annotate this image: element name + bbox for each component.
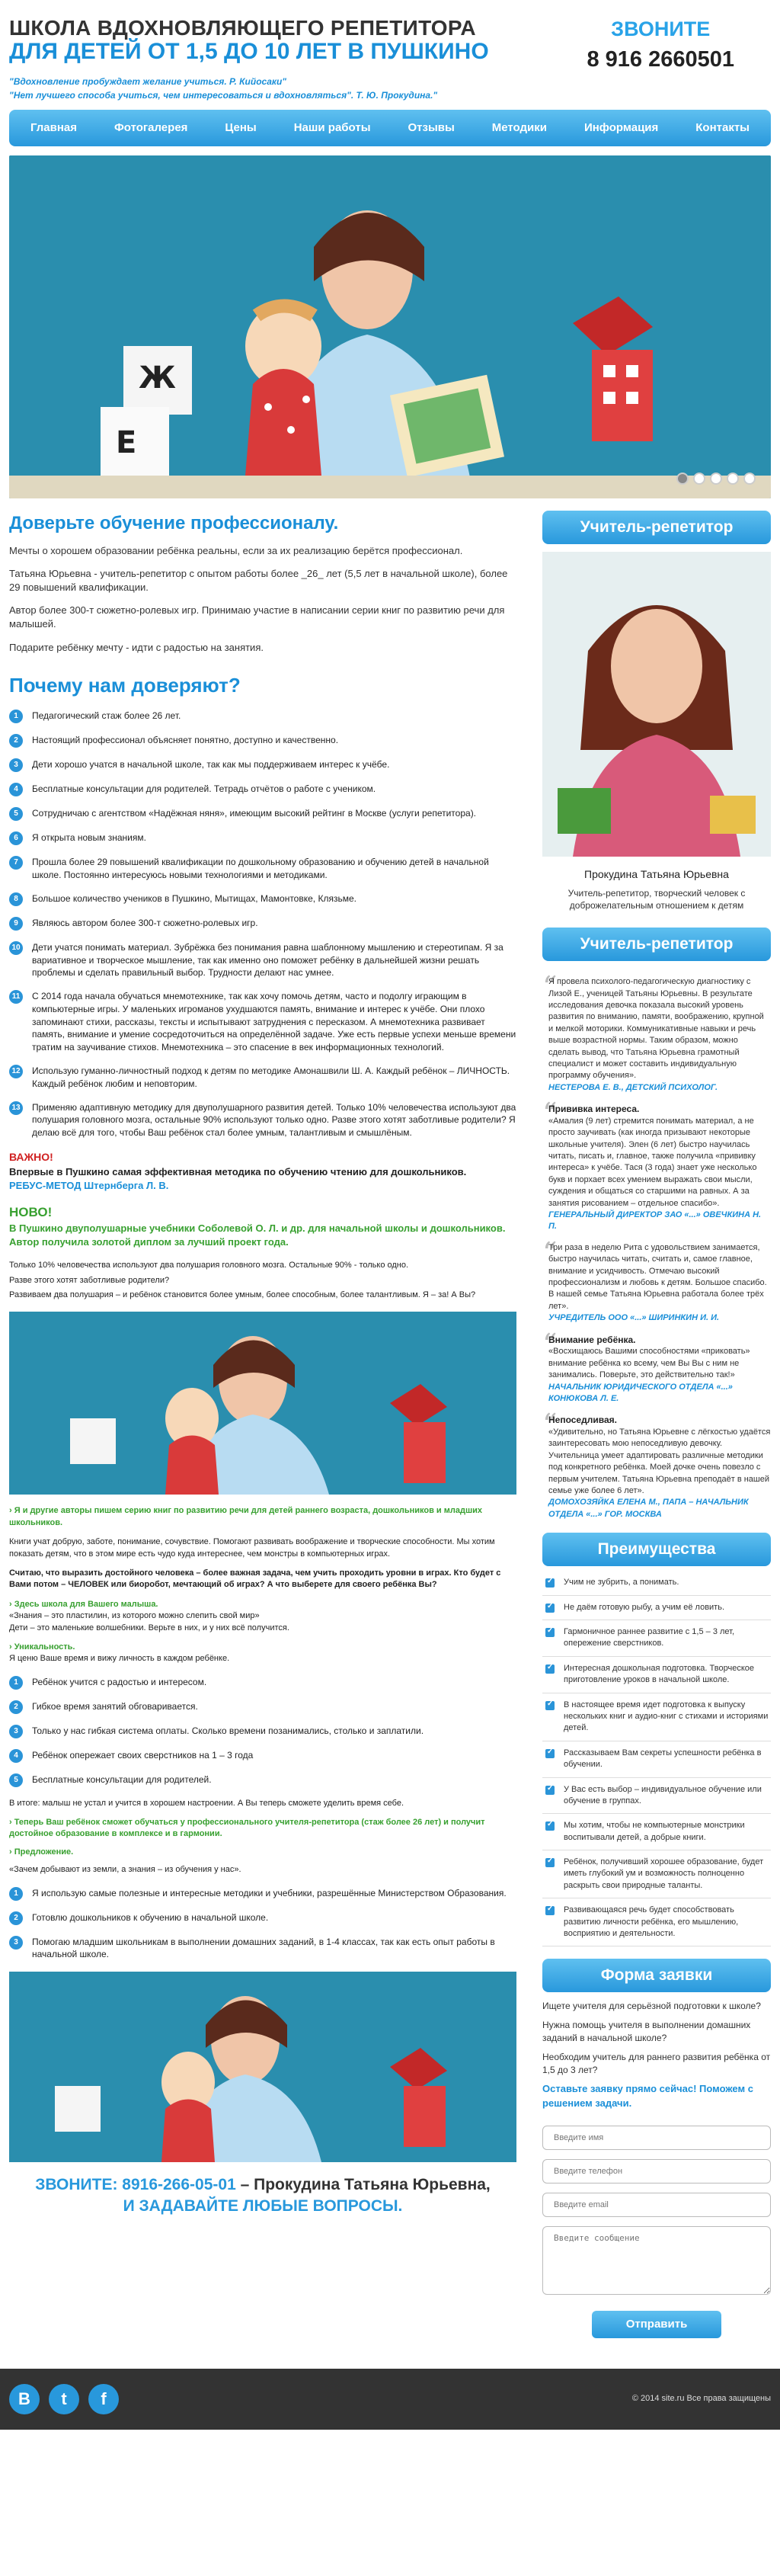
- offer-text: Предложение.: [14, 1847, 74, 1857]
- review-author: ДОМОХОЗЯЙКА ЕЛЕНА М., ПАПА – НАЧАЛЬНИК ОТДЕЛА «...» ГОР. МОСКВА: [548, 1498, 749, 1519]
- main-content: [9, 511, 516, 2338]
- p-develop: Развиваем два полушария – и ребёнок становится более умным, более способным, более талантливым. Я – за! А Вы?: [9, 1290, 476, 1299]
- review-author: УЧРЕДИТЕЛЬ ООО «...» ШИРИНКИН И. И.: [548, 1313, 720, 1323]
- teacher-photo: [9, 1312, 516, 1495]
- rebus-method: РЕБУС-МЕТОД Штернберга Л. В.: [9, 1179, 169, 1191]
- reason-text: Сотрудничаю с агентством «Надёжная няня», имеющим высокий рейтинг в Москве (услуги репетитора).: [32, 808, 477, 819]
- teacher-photo-2: [9, 1972, 516, 2162]
- slider-dots: [676, 473, 756, 485]
- advantage-item: В настоящее время идет подготовка к выпуску нескольких книг и аудио-книг с стихами и историями детей. ✓: [542, 1693, 771, 1741]
- nav-reviews[interactable]: Отзывы: [408, 121, 455, 134]
- benefit-item: 2 Гибкое время занятий обговаривается.: [9, 1700, 516, 1714]
- children-text: Дети – это маленькие волшебники. Верьте в них, и у них всё получится.: [9, 1623, 289, 1632]
- important-line: Впервые в Пушкино самая эффективная методика по обучению чтению для дошкольников.: [9, 1165, 467, 1177]
- advantage-item: Развивающаяся речь будет способствовать развитию личности ребёнка, его мышлению, восприятию и деятельности. ✓: [542, 1898, 771, 1946]
- tutor-photo: [542, 552, 771, 857]
- reason-item: 6 Я открыта новым знаниям.: [9, 831, 516, 845]
- call-a: ЗВОНИТЕ:: [35, 2176, 118, 2194]
- review-text: Три раза в неделю Рита с удовольствием занимается, быстро научилась читать, считать и, самое главное, внимание и усидчивость. Отмечаю высокий профессионализм и любовь к детям. Большое спасибо. В нашей семье Татьяна Юрьевна работала более трёх лет».: [548, 1242, 767, 1311]
- submit-button[interactable]: Отправить: [592, 2311, 721, 2338]
- benefit-text: Бесплатные консультации для родителей.: [32, 1773, 212, 1785]
- review-head: Непоседливая.: [548, 1415, 617, 1426]
- reason-item: 13 Применяю адаптивную методику для двуполушарного развития детей. Только 10% человечества используют два полушария головного мозга, остальные 90% используют только одно. Разве этого хотят заботливые родители? Я делаю всё для того, чтобы Ваш ребёнок стал более умным, талантливым и смышлёным.: [9, 1101, 516, 1139]
- review-text: «Восхищаюсь Вашими способностями «приковать» внимание ребёнка ко всему, чем Вы Вы с ним не занимались. Поверьте, это действительно так!»: [548, 1347, 750, 1380]
- tutor-name: Прокудина Татьяна Юрьевна: [584, 868, 729, 880]
- email-field[interactable]: [542, 2193, 771, 2217]
- unique-text-label: Уникальность.: [14, 1642, 75, 1652]
- nav-methods[interactable]: Методики: [491, 121, 547, 134]
- benefits-list: [9, 1676, 516, 1787]
- important-label: ВАЖНО!: [9, 1151, 53, 1164]
- service-text: Готовлю дошкольников к обучению в начальной школе.: [32, 1911, 269, 1923]
- service-text: Помогаю младшим школьникам в выполнении домашних заданий, в 1-4 классах, так как есть опыт работы в начальной школе.: [32, 1936, 495, 1960]
- nav-gallery[interactable]: Фотогалерея: [113, 121, 188, 134]
- reason-text: Настоящий профессионал объясняет понятно, доступно и качественно.: [32, 735, 339, 746]
- here-school: › Здесь школа для Вашего малыша.: [9, 1599, 158, 1609]
- hero-photo: [9, 155, 771, 498]
- form-question-3: Необходим учитель для раннего развития ребёнка от 1,5 до 3 лет?: [542, 2051, 771, 2075]
- reason-item: 10 Дети учатся понимать материал. Зубрёжка без понимания равна шаблонному мышлению и стереотипам. Я за вариативное и творческое мышление, так как именно оно поможет ребёнку в дальнейшей жизни решать проблемы и сделать правильный выбор. Трудности делают нас умнее.: [9, 941, 516, 979]
- review-head: Прививка интереса.: [548, 1104, 640, 1115]
- new-text: В Пушкино двуполушарные учебники Соболевой О. Л. и др. для начальной школы и дошкольников. Автор получила золотой диплом за лучший проект года.: [9, 1222, 506, 1248]
- header-call: [587, 15, 734, 75]
- hero-slider: [9, 155, 771, 498]
- reason-item: 3 Дети хорошо учатся в начальной школе, так как мы поддерживаем интерес к учёбе.: [9, 758, 516, 772]
- tutor-button-2[interactable]: Учитель-репетитор: [542, 928, 771, 961]
- form-header[interactable]: Форма заявки: [542, 1959, 771, 1992]
- nav-works[interactable]: Наши работы: [293, 121, 371, 134]
- name-field[interactable]: [542, 2126, 771, 2150]
- reason-item: 1 Педагогический стаж более 26 лет.: [9, 710, 516, 723]
- sidebar: [542, 511, 771, 2338]
- teacher-photo-2-svg: [9, 1972, 516, 2162]
- result-text: В итоге: малыш не устал и учится в хорошем настроении. А Вы теперь сможете уделить время себе.: [9, 1798, 404, 1808]
- vk-icon[interactable]: В: [9, 2384, 40, 2414]
- caption-text: Я и другие авторы пишем серию книг по развитию речи для детей раннего возраста, дошкольников и младших школьников.: [9, 1506, 483, 1527]
- call-label: ЗВОНИТЕ: [611, 18, 711, 40]
- form-question-1: Ищете учителя для серьёзной подготовки к школе?: [542, 2001, 761, 2012]
- twitter-icon[interactable]: t: [49, 2384, 79, 2414]
- message-field[interactable]: [542, 2226, 771, 2295]
- benefit-text: Ребёнок учится с радостью и интересом.: [32, 1676, 207, 1687]
- read-text: Считаю, что выразить достойного человека – более важная задача, чем учить проходить уровни в играх. Кто будет с Вами потом – ЧЕЛОВЕК или биоробот, мечтающий об играх? А что выберете для своего ребёнка Вы?: [9, 1568, 501, 1590]
- reason-text: Применяю адаптивную методику для двуполушарного развития детей. Только 10% человечества используют два полушария головного мозга, остальные 90% используют только одно. Разве этого хотят заботливые родители? Я делаю всё для того, чтобы Ваш ребёнок стал более умным, талантливым и смышлёным.: [32, 1101, 516, 1139]
- tutor-button[interactable]: Учитель-репетитор: [542, 511, 771, 544]
- reason-text: Бесплатные консультации для родителей. Тетрадь отчётов о работе с учеником.: [32, 783, 376, 795]
- site-header: [9, 0, 771, 72]
- review-item: “ Непоседливая. «Удивительно, но Татьяна Юрьевне с лёгкостью удаётся заинтересовать мою непоседливую девочку. Учительница умеет адаптировать различные методики под конкретного ребёнка. Моей дочке очень повезло с первым учителем. Татьяна Юрьевна преподаёт в нашей семье уже более 6 лет». ДОМОХОЗЯЙКА ЕЛЕНА М., ПАПА – НАЧАЛЬНИК ОТДЕЛА «...» ГОР. МОСКВА: [542, 1414, 771, 1520]
- call-name: – Прокудина Татьяна Юрьевна,: [240, 2176, 491, 2194]
- review-item: “ Три раза в неделю Рита с удовольствием занимается, быстро научилась читать, считать и, самое главное, внимание и усидчивость. Отмечаю высокий профессионализм и любовь к детям. Большое спасибо. В нашей семье Татьяна Юрьевна работала более трёх лет». УЧРЕДИТЕЛЬ ООО «...» ШИРИНКИН И. И.: [542, 1242, 771, 1325]
- reason-text: Я открыта новым знаниям.: [32, 832, 146, 844]
- review-author: ГЕНЕРАЛЬНЫЙ ДИРЕКТОР ЗАО «...» ОВЕЧКИНА Н. П.: [548, 1210, 762, 1232]
- review-author: НЕСТЕРОВА Е. В., ДЕТСКИЙ ПСИХОЛОГ.: [548, 1082, 718, 1092]
- services-list: [9, 1887, 516, 1962]
- q-parents[interactable]: Разве этого хотят заботливые родители?: [9, 1275, 170, 1285]
- quote-1: "Вдохновление пробуждает желание учиться. Р. Кийосаки": [9, 76, 286, 87]
- benefit-text: Только у нас гибкая система оплаты. Сколько времени позанимались, столько и заплатили.: [32, 1725, 424, 1736]
- advantage-item: Учим не зубрить, а понимать. ✓: [542, 1571, 771, 1595]
- copyright: © 2014 site.ru Все права защищены: [631, 2394, 771, 2404]
- new-label: НОВО!: [9, 1205, 53, 1220]
- slider-dot[interactable]: [710, 473, 722, 485]
- review-item: “ Прививка интереса. «Амалия (9 лет) стремится понимать материал, а не просто заучивать (как иногда призывают некоторые школьные учителя). Элен (6 лет) быстро научилась читать, писать и, главное, также получила «прививку интереса» к учёбе. Тася (3 года) знает уже несколько букв и порхает всех умением выражать свои мысли, суждения и общаться со старшими на равных. А за занятия рисованием – отдельное спасибо». ГЕНЕРАЛЬНЫЙ ДИРЕКТОР ЗАО «...» ОВЕЧКИНА Н. П.: [542, 1103, 771, 1233]
- form-question-2: Нужна помощь учителя в выполнении домашних заданий в начальной школе?: [542, 2020, 751, 2043]
- review-author: НАЧАЛЬНИК ЮРИДИЧЕСКОГО ОТДЕЛА «...» КОНЮКОВА Л. Е.: [548, 1382, 733, 1403]
- header-title-1: ШКОЛА ВДОХНОВЛЯЮЩЕГО РЕПЕТИТОРА: [9, 16, 476, 40]
- unique-text: Я ценю Ваше время и вижу личность в каждом ребёнке.: [9, 1654, 230, 1664]
- reason-text: Дети учатся понимать материал. Зубрёжка без понимания равна шаблонному мышлению и стереотипам. Я за вариативное и творческое мышление, так как именно оно поможет ребёнку в дальнейшей жизни решать проблемы и сделать правильный выбор. Трудности делают нас умнее.: [32, 941, 503, 979]
- review-head: Внимание ребёнка.: [548, 1334, 636, 1345]
- advantage-item: Интересная дошкольная подготовка. Творческое приготовление уроков в начальной школе. ✓: [542, 1657, 771, 1693]
- service-item: 3 Помогаю младшим школьникам в выполнении домашних заданий, в 1-4 классах, так как есть опыт работы в начальной школе.: [9, 1936, 516, 1962]
- call-questions: И ЗАДАВАЙТЕ ЛЮБЫЕ ВОПРОСЫ.: [123, 2197, 403, 2216]
- request-form: [542, 2000, 771, 2338]
- main-nav: [9, 110, 771, 146]
- reason-item: 7 Прошла более 29 повышений квалификации по дошкольному образованию и обучению детей в начальной школе. Постоянно интересуюсь новыми технологиями и методиками.: [9, 856, 516, 882]
- benefit-item: 5 Бесплатные консультации для родителей.: [9, 1773, 516, 1787]
- reason-item: 11 С 2014 года начала обучаться мнемотехнике, так как хочу помочь детям, часто и подолгу играющим в компьютерные игры. У маленьких игроманов ухудшаются память, внимание и интерес к учёбе. Они плохо запоминают стихи, рассказы, тексты и испытывают затруднения с пересказом. А мнемотехника развивает память, внимание и умение сосредоточиться на определённой задаче. Уже есть первые успехи меньше времени тратим на заучивание стихов. Мнемотехника – это спасение в век информационных технологий.: [9, 990, 516, 1054]
- nav-home[interactable]: Главная: [30, 121, 78, 134]
- reason-item: 4 Бесплатные консультации для родителей. Тетрадь отчётов о работе с учеником.: [9, 783, 516, 796]
- reason-text: Прошла более 29 повышений квалификации по дошкольному образованию и обучению детей в начальной школе. Постоянно интересуюсь новыми технологиями и методиками.: [32, 857, 489, 880]
- advantage-item: Мы хотим, чтобы не компьютерные монстрики воспитывали детей, а добрые книги. ✓: [542, 1814, 771, 1850]
- benefit-text: Ребёнок опережает своих сверстников на 1 – 3 года: [32, 1749, 254, 1761]
- phone-field[interactable]: [542, 2159, 771, 2184]
- reason-text: Большое количество учеников в Пушкино, Мытищах, Мамонтовке, Клязьме.: [32, 892, 356, 904]
- intro-p2: Татьяна Юрьевна - учитель-репетитор с опытом работы более _26_ лет (5,5 лет в начальной школе), более 29 повышений квалификации.: [9, 567, 508, 593]
- site-footer: [0, 2369, 780, 2430]
- reason-text: Дети хорошо учатся в начальной школе, так как мы поддерживаем интерес к учёбе.: [32, 759, 390, 771]
- review-text: Я провела психолого-педагогическую диагностику с Лизой Е., ученицей Татьяны Юрьевны. В результате исследования девочка показала высокий уровень развития по вниманию, памяти, воображению, крупной и мелкой моторики. Коммуникативные навыки и речь выше возрастной нормы. Таким образом, можно сделать вывод, что Татьяна Юрьевна грамотный специалист и может составить индивидуальную программу обучения».: [548, 977, 764, 1081]
- quote-2: "Нет лучшего способа учиться, чем интересоваться и вдохновляться". Т. Ю. Прокудина.": [9, 90, 438, 101]
- reason-text: Педагогический стаж более 26 лет.: [32, 710, 181, 722]
- review-item: “ Я провела психолого-педагогическую диагностику с Лизой Е., ученицей Татьяны Юрьевны. В результате исследования девочка показала высокий уровень развития по вниманию, памяти, воображению, крупной и мелкой моторики. Коммуникативные навыки и речь выше возрастной нормы. Таким образом, можно сделать вывод, что Татьяна Юрьевна грамотный специалист и может составить индивидуальную программу обучения». НЕСТЕРОВА Е. В., ДЕТСКИЙ ПСИХОЛОГ.: [542, 976, 771, 1094]
- reason-item: 8 Большое количество учеников в Пушкино, Мытищах, Мамонтовке, Клязьме.: [9, 892, 516, 906]
- now-line: › Теперь Ваш ребёнок сможет обучаться у профессионального учителя-репетитора (стаж более 26 лет) и получит достойное образование в комплексе и в гармонии.: [9, 1818, 485, 1839]
- slider-dot[interactable]: [693, 473, 705, 485]
- reviews: [542, 970, 771, 1520]
- tutor-photo-svg: [542, 552, 771, 857]
- call-phone[interactable]: 8916-266-05-01: [122, 2176, 236, 2194]
- photo-caption: › Я и другие авторы пишем серию книг по развитию речи для детей раннего возраста, дошкольников и младших школьников.: [9, 1506, 483, 1527]
- tutor-desc: Учитель-репетитор, творческий человек с доброжелательным отношением к детям: [567, 887, 746, 912]
- offer-quote: «Зачем добывают из земли, а знания – из обучения у нас».: [9, 1865, 241, 1875]
- unique-label: › Уникальность.: [9, 1642, 75, 1652]
- benefit-item: 3 Только у нас гибкая система оплаты. Сколько времени позанимались, столько и заплатили.: [9, 1725, 516, 1738]
- advantage-item: Не даём готовую рыбу, а учим её ловить. ✓: [542, 1596, 771, 1620]
- slider-dot[interactable]: [676, 473, 689, 485]
- offer-label: › Предложение.: [9, 1847, 74, 1857]
- now-text: Теперь Ваш ребёнок сможет обучаться у профессионального учителя-репетитора (стаж более 26 лет) и получит достойное образование в комплексе и в гармонии.: [9, 1818, 485, 1839]
- nav-contacts[interactable]: Контакты: [695, 121, 750, 134]
- benefit-item: 4 Ребёнок опережает своих сверстников на 1 – 3 года: [9, 1749, 516, 1763]
- page-title: Доверьте обучение профессионалу.: [9, 513, 339, 533]
- reason-text: С 2014 года начала обучаться мнемотехнике, так как хочу помочь детям, часто и подолгу играющим в компьютерные игры. У маленьких игроманов ухудшаются память, внимание и интерес к учёбе. Они плохо запоминают стихи, рассказы, тексты и испытывают затруднения с пересказом. А мнемотехника развивает память, внимание и умение сосредоточиться на определённой задаче. Уже есть первые успехи меньше времени тратим на заучивание стихов. Мнемотехника – это спасение в век информационных технологий.: [32, 991, 516, 1053]
- intro-p3: Автор более 300-т сюжетно-ролевых игр. Принимаю участие в написании серии книг по развитию речи для малышей.: [9, 604, 505, 630]
- advantages-list: [542, 1571, 771, 1946]
- benefit-text: Гибкое время занятий обговаривается.: [32, 1700, 198, 1712]
- p-10percent: Только 10% человечества используют два полушария головного мозга. Остальные 90% - только одно.: [9, 1261, 409, 1270]
- advantage-item: Рассказываем Вам секреты успешности ребёнка в обучении. ✓: [542, 1741, 771, 1778]
- reason-text: Использую гуманно-личностный подход к детям по методике Амонашвили Ш. А. Каждый ребёнок – ЛИЧНОСТЬ. Каждый ребёнок любим и неповторим.: [32, 1065, 510, 1089]
- svg-text:Е: Е: [116, 425, 137, 460]
- header-title-2: ДЛЯ ДЕТЕЙ ОТ 1,5 ДО 10 ЛЕТ В ПУШКИНО: [9, 39, 489, 64]
- call-banner: [9, 2174, 516, 2217]
- service-text: Я использую самые полезные и интересные методики и учебники, разрешённые Министерством Образования.: [32, 1887, 507, 1898]
- slider-dot[interactable]: [727, 473, 739, 485]
- form-lead: Оставьте заявку прямо сейчас! Поможем с решением задачи.: [542, 2083, 753, 2109]
- nav-prices[interactable]: Цены: [225, 121, 257, 134]
- phone-number[interactable]: 8 916 2660501: [587, 46, 734, 72]
- review-item: “ Внимание ребёнка. «Восхищаюсь Вашими способностями «приковать» внимание ребёнка ко всему, чем Вы Вы с ним не занимались. Поверьте, это действительно так!» НАЧАЛЬНИК ЮРИДИЧЕСКОГО ОТДЕЛА «...» КОНЮКОВА Л. Е.: [542, 1334, 771, 1405]
- facebook-icon[interactable]: f: [88, 2384, 119, 2414]
- advantage-item: У Вас есть выбор – индивидуальное обучение или обучение в группах. ✓: [542, 1778, 771, 1815]
- reason-item: 9 Являюсь автором более 300-т сюжетно-ролевых игр.: [9, 917, 516, 931]
- advantage-item: Гармоничное раннее развитие с 1,5 – 3 лет, опережение сверстников. ✓: [542, 1620, 771, 1657]
- knowledge-quote: «Знания – это пластилин, из которого можно слепить свой мир»: [9, 1611, 260, 1621]
- advantages-header[interactable]: Преимущества: [542, 1533, 771, 1566]
- why-title: Почему нам доверяют?: [9, 673, 241, 697]
- svg-text:Ж: Ж: [139, 360, 176, 396]
- advantage-item: Ребёнок, получивший хорошее образование, будет иметь глубокий ум и возможность полноценно раскрыть свои природные таланты. ✓: [542, 1850, 771, 1898]
- child-text: Книги учат добрую, заботе, понимание, сочувствие. Помогают развивать воображение и творческие способности. Мы хотим показать детям, что в этом мире есть чудо куда интереснее, чем монстры в компьютерных играх.: [9, 1537, 495, 1559]
- nav-info[interactable]: Информация: [583, 121, 659, 134]
- review-text: «Амалия (9 лет) стремится понимать материал, а не просто заучивать (как иногда призывают некоторые школьные учителя). Элен (6 лет) быстро научилась читать, писать и, главное, также получила «прививку интереса» к учёбе. Тася (3 года) знает уже несколько букв и порхает всех умением выражать свои мысли, суждения и общаться со старшими на равных. А за занятия рисованием – отдельное спасибо».: [548, 1116, 757, 1208]
- benefit-item: 1 Ребёнок учится с радостью и интересом.: [9, 1676, 516, 1690]
- reason-item: 2 Настоящий профессионал объясняет понятно, доступно и качественно.: [9, 734, 516, 748]
- reasons-list: [9, 710, 516, 1139]
- service-item: 2 Готовлю дошкольников к обучению в начальной школе.: [9, 1911, 516, 1925]
- header-quotes: [9, 75, 771, 102]
- reason-item: 5 Сотрудничаю с агентством «Надёжная няня», имеющим высокий рейтинг в Москве (услуги репетитора).: [9, 807, 516, 821]
- reason-text: Являюсь автором более 300-т сюжетно-ролевых игр.: [32, 917, 258, 928]
- slider-dot[interactable]: [743, 473, 756, 485]
- review-text: «Удивительно, но Татьяна Юрьевне с лёгкостью удаётся заинтересовать мою непоседливую девочку. Учительница умеет адаптировать различные методики под конкретного ребёнка. Моей дочке очень повезло с первым учителем. Татьяна Юрьевна преподаёт в нашей семье уже более 6 лет».: [548, 1427, 771, 1496]
- intro-p1: Мечты о хорошем образовании ребёнка реальны, если за их реализацию берётся профессионал.: [9, 544, 463, 556]
- reason-item: 12 Использую гуманно-личностный подход к детям по методике Амонашвили Ш. А. Каждый ребёнок – ЛИЧНОСТЬ. Каждый ребёнок любим и неповторим.: [9, 1065, 516, 1091]
- intro-p4: Подарите ребёнку мечту - идти с радостью на занятия.: [9, 641, 264, 653]
- social-links: [9, 2384, 119, 2414]
- service-item: 1 Я использую самые полезные и интересные методики и учебники, разрешённые Министерством Образования.: [9, 1887, 516, 1901]
- here-school-text: Здесь школа для Вашего малыша.: [14, 1599, 158, 1609]
- teacher-photo-svg: [9, 1312, 516, 1495]
